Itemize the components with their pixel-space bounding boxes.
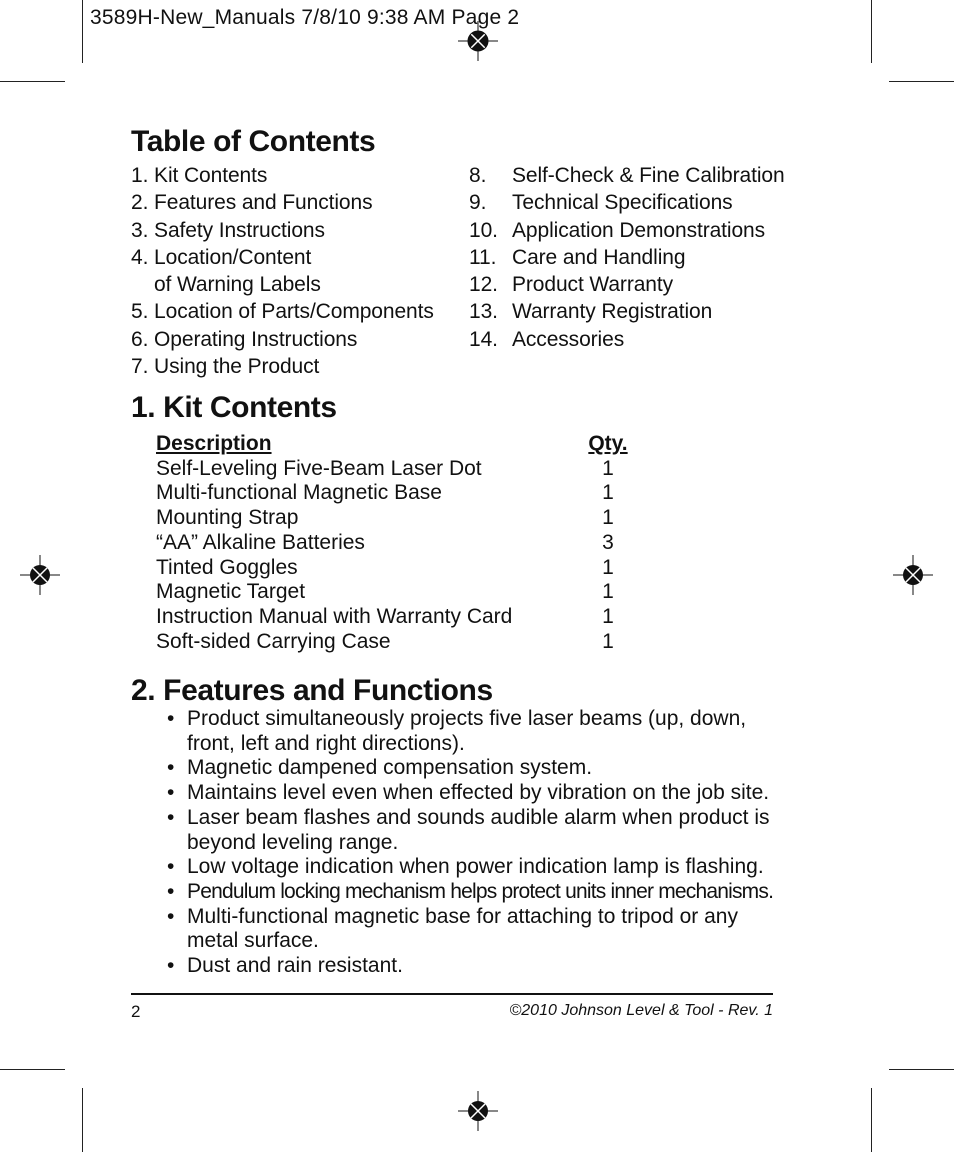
bullet-icon: • <box>167 904 175 928</box>
list-item: • Maintains level even when effected by vibration on the job site. <box>161 781 777 806</box>
list-item: • Dust and rain resistant. <box>161 954 777 979</box>
copyright-notice: ©2010 Johnson Level & Tool - Rev. 1 <box>509 1002 773 1019</box>
bullet-icon: • <box>167 707 175 730</box>
registration-mark-icon <box>458 21 498 61</box>
kit-contents-heading: 1. Kit Contents <box>131 391 337 424</box>
toc-entry[interactable]: 12. Product Warranty <box>469 273 674 297</box>
toc-heading: Table of Contents <box>131 125 376 158</box>
toc-entry[interactable]: 7. Using the Product <box>131 355 320 379</box>
features-heading: 2. Features and Functions <box>131 674 493 707</box>
table-row: Soft-sided Carrying Case 1 <box>156 629 614 653</box>
list-item: • Laser beam flashes and sounds audible alarm when product is beyond leveling range. <box>161 806 777 855</box>
toc-entry[interactable]: 10. Application Demonstrations <box>469 218 766 242</box>
registration-mark-icon <box>893 555 933 595</box>
print-slug: 3589H-New_Manuals 7/8/10 9:38 AM Page 2 <box>90 6 520 29</box>
kit-contents-table <box>156 432 628 654</box>
toc-entry[interactable]: 9. Technical Specifications <box>469 191 733 215</box>
toc-entry[interactable]: 13. Warranty Registration <box>469 300 713 324</box>
bullet-icon: • <box>167 756 175 780</box>
toc-left-column <box>131 162 434 380</box>
toc-right-column <box>469 162 785 353</box>
table-row: Mounting Strap 1 <box>156 506 614 530</box>
table-row: Instruction Manual with Warranty Card 1 <box>156 604 614 628</box>
registration-mark-icon <box>20 555 60 595</box>
toc-entry[interactable]: 1. Kit Contents <box>131 164 268 187</box>
list-item: • Product simultaneously projects five laser beams (up, down, front, left and right directions). <box>161 707 777 756</box>
bullet-icon: • <box>167 954 175 978</box>
page-number: 2 <box>131 1002 141 1021</box>
list-item: • Multi-functional magnetic base for attaching to tripod or any metal surface. <box>161 905 777 954</box>
toc-entry[interactable]: 5. Location of Parts/Components <box>131 300 434 324</box>
list-item: • Magnetic dampened compensation system. <box>161 756 777 781</box>
features-list <box>161 707 777 979</box>
registration-mark-icon <box>458 1091 498 1131</box>
bullet-icon: • <box>167 781 175 805</box>
toc-entry[interactable]: 14. Accessories <box>469 327 625 351</box>
list-item: • Low voltage indication when power indication lamp is flashing. <box>161 855 777 880</box>
description-column-header: Description <box>156 432 272 455</box>
toc-entry-continuation[interactable]: of Warning Labels <box>131 273 321 297</box>
table-row: Tinted Goggles 1 <box>156 555 614 579</box>
table-row: Magnetic Target 1 <box>156 580 614 604</box>
bullet-icon: • <box>167 879 175 903</box>
toc-entry[interactable]: 4. Location/Content <box>131 245 312 269</box>
list-item: • Pendulum locking mechanism helps protect units inner mechanisms. <box>161 880 777 905</box>
toc-entry[interactable]: 3. Safety Instructions <box>131 218 325 242</box>
qty-column-header: Qty. <box>588 432 628 455</box>
bullet-icon: • <box>167 855 175 879</box>
toc-entry[interactable]: 2. Features and Functions <box>131 191 373 215</box>
footer-rule <box>131 993 773 995</box>
table-row: Multi-functional Magnetic Base 1 <box>156 481 614 505</box>
table-row: “AA” Alkaline Batteries 3 <box>156 530 614 554</box>
table-row: Self-Leveling Five-Beam Laser Dot 1 <box>156 456 614 480</box>
kit-table-header <box>156 432 628 457</box>
bullet-icon: • <box>167 805 175 829</box>
toc-entry[interactable]: 11. Care and Handling <box>469 245 686 269</box>
toc-entry[interactable]: 8. Self-Check & Fine Calibration <box>469 164 785 187</box>
toc-entry[interactable]: 6. Operating Instructions <box>131 327 358 351</box>
